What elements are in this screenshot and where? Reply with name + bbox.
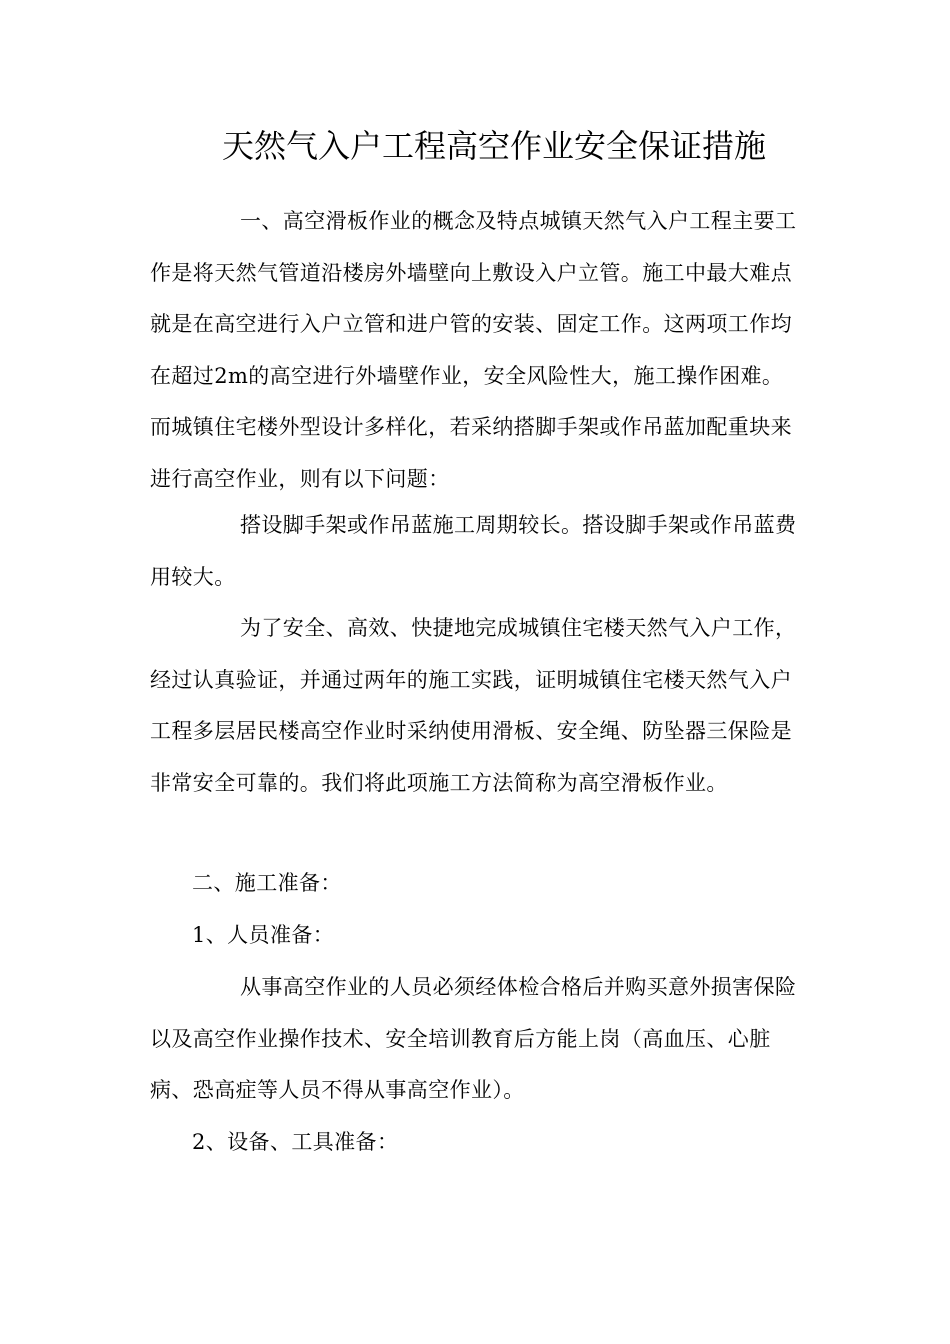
document-title: 天然气入户工程高空作业安全保证措施 — [222, 127, 767, 165]
intro-paragraph: 一、高空滑板作业的概念及特点城镇天然气入户工程主要工作是将天然气管道沿楼房外墙壁向上敷设入户立管。施工中最大难点就是在高空进行入户立管和进户管的安装、固定工作。这两项工作均在超过2m的高空进行外墙壁作业，安全风险性大，施工操作困难。而城镇住宅楼外型设计多样化，若采纳搭脚手架或作吊蓝加配重块来进行高空作业，则有以下问题： — [150, 209, 797, 491]
problems-paragraph: 搭设脚手架或作吊蓝施工周期较长。搭设脚手架或作吊蓝费用较大。 — [150, 513, 797, 589]
solution-paragraph: 为了安全、高效、快捷地完成城镇住宅楼天然气入户工作，经过认真验证，并通过两年的施工实践，证明城镇住宅楼天然气入户工程多层居民楼高空作业时采纳使用滑板、安全绳、防坠器三保险是非常安全可靠的。我们将此项施工方法简称为高空滑板作业。 — [150, 616, 797, 795]
equipment-heading: 2、设备、工具准备： — [192, 1130, 399, 1154]
personnel-paragraph: 从事高空作业的人员必须经体检合格后并购买意外损害保险以及高空作业操作技术、安全培训教育后方能上岗（高血压、心脏病、恐高症等人员不得从事高空作业）。 — [150, 975, 797, 1102]
personnel-heading: 1、人员准备： — [192, 923, 335, 947]
prep-heading: 二、施工准备： — [192, 871, 342, 895]
